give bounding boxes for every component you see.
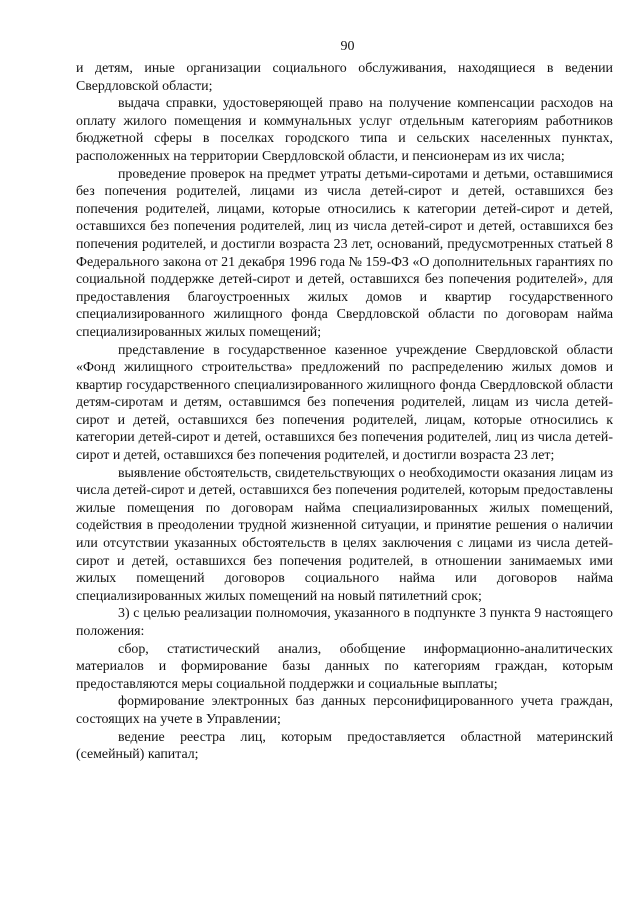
paragraph-item-3: 3) с целью реализации полномочия, указанного в подпункте 3 пункта 9 настоящего положения: xyxy=(76,606,613,639)
paragraph-statistical-analysis: сбор, статистический анализ, обобщение информационно-аналитических материалов и формирование базы данных по категориям граждан, которым предоставляются меры социальной поддержки и социальные выплаты; xyxy=(76,641,613,692)
paragraph-housing-checks: проведение проверок на предмет утраты детьми-сиротами и детьми, оставшимися без попечения родителей, лицами из числа детей-сирот и детей, оставшихся без попечения родителей, лицами, которые относились к категории детей-сирот и детей, оставшихся без попечения родителей, лиц из числа детей-сирот и детей, оставшихся без попечения родителей, и достигли возраста 23 лет, оснований, предусмотренных статьей 8 Федерального закона от 21 декабря 1996 года № 159-ФЗ «О дополнительных гарантиях по социальной поддержке детей-сирот и детей, оставшихся без попечения родителей», для предоставления благоустроенных жилых домов и квартир государственного специализированного жилищного фонда Свердловской области по договорам найма специализированных жилых помещений; xyxy=(76,166,613,340)
page-number: 90 xyxy=(340,39,355,54)
paragraph-housing-fund-proposals: представление в государственное казенное учреждение Свердловской области «Фонд жилищного строительства» предложений по распределению жилых домов и квартир государственного специализированного жилищного фонда Свердловской области детям-сиротам и детям, оставшимся без попечения родителей, лицам из числа детей-сирот и детей, оставшихся без попечения родителей, лицам, которые относились к категории детей-сирот и детей, оставшихся без попечения родителей, лиц из числа детей-сирот и детей, оставшихся без попечения родителей, и достигли возраста 23 лет; xyxy=(76,342,613,464)
paragraph-compensation-certificate: выдача справки, удостоверяющей право на получение компенсации расходов на оплату жилого помещения и коммунальных услуг отдельным категориям работников бюджетной сферы в поселках городского типа и сельских населенных пунктах, расположенных на территории Свердловской области, и пенсионерам из их числа; xyxy=(76,96,613,164)
paragraph-continuation: и детям, иные организации социального обслуживания, находящиеся в ведении Свердловской области; xyxy=(76,61,613,94)
paragraph-capital-registry: ведение реестра лиц, которым предоставляется областной материнский (семейный) капитал; xyxy=(76,729,613,763)
document-page xyxy=(76,38,613,764)
paragraph-circumstances-identification: выявление обстоятельств, свидетельствующих о необходимости оказания лицам из числа детей-сирот и детей, оставшихся без попечения родителей, которым предоставлены жилые помещения по договорам найма специализированных жилых помещений, содействия в преодолении трудной жизненной ситуации, и принятие решения о наличии или отсутствии указанных обстоятельств в целях заключения с лицами из числа детей-сирот и детей, оставшихся без попечения родителей, в отношении занимаемых ими жилых помещений договоров социального найма или договоров найма специализированных жилых помещений на новый пятилетний срок; xyxy=(76,465,613,604)
paragraph-electronic-databases: формирование электронных баз данных персонифицированного учета граждан, состоящих на учете в Управлении; xyxy=(76,694,613,727)
